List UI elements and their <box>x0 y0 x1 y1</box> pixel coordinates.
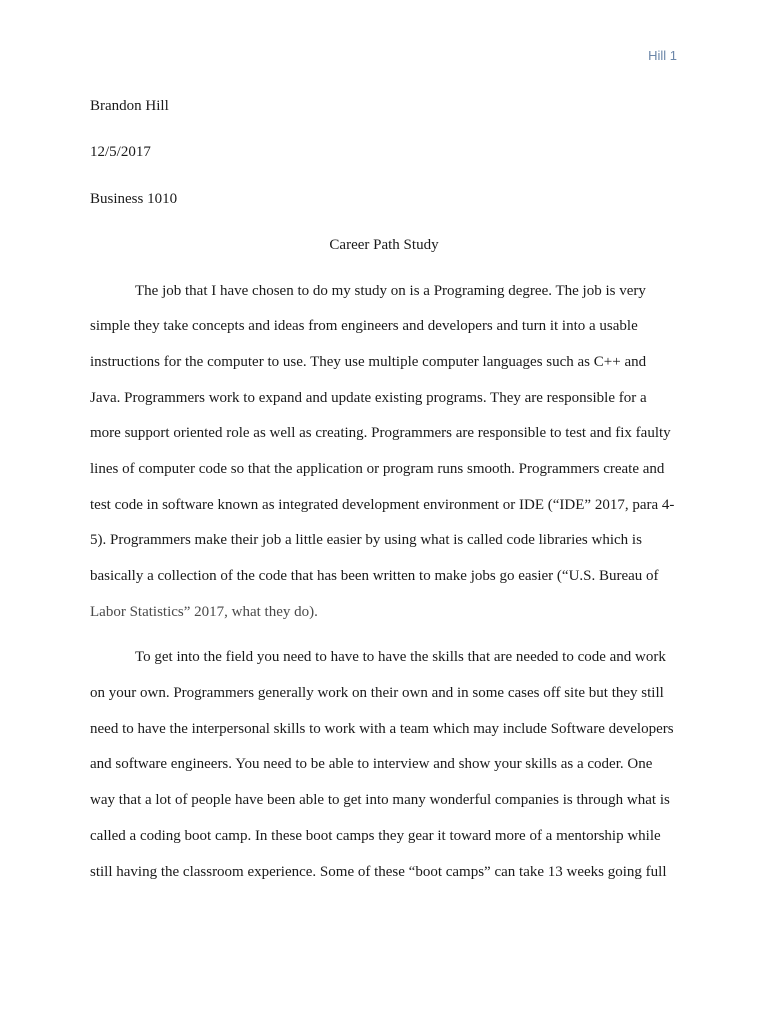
paragraph-line: way that a lot of people have been able to get into many wonderful companies is through what is <box>90 792 670 809</box>
document-body <box>90 89 678 890</box>
paragraph-line: The job that I have chosen to do my study on is a Programing degree. The job is very <box>135 282 646 299</box>
paragraph-line: 5). Programmers make their job a little easier by using what is called code libraries which is <box>90 532 642 549</box>
paragraph-line: still having the classroom experience. Some of these “boot camps” can take 13 weeks going full <box>90 863 667 880</box>
paragraph-2 <box>90 640 678 890</box>
document-date: 12/5/2017 <box>90 144 151 161</box>
paragraph-line: lines of computer code so that the application or program runs smooth. Programmers create and <box>90 460 665 477</box>
paragraph-line: need to have the interpersonal skills to work with a team which may include Software developers <box>90 720 674 737</box>
paragraph-1 <box>90 274 678 631</box>
paragraph-line: To get into the field you need to have to have the skills that are needed to code and work <box>135 649 666 666</box>
paragraph-line: test code in software known as integrated development environment or IDE (“IDE” 2017, para 4- <box>90 496 675 513</box>
running-head: Hill 1 <box>648 48 677 63</box>
paragraph-line: simple they take concepts and ideas from engineers and developers and turn it into a usable <box>90 318 638 335</box>
paragraph-line: called a coding boot camp. In these boot camps they gear it toward more of a mentorship while <box>90 827 661 844</box>
paragraph-line: basically a collection of the code that has been written to make jobs go easier (“U.S. Bureau of <box>90 568 659 585</box>
paragraph-line: more support oriented role as well as creating. Programmers are responsible to test and fix faulty <box>90 425 671 442</box>
paragraph-line: and software engineers. You need to be able to interview and show your skills as a coder. One <box>90 756 653 773</box>
paragraph-line: Java. Programmers work to expand and update existing programs. They are responsible for a <box>90 389 647 406</box>
course-name: Business 1010 <box>90 190 178 207</box>
document-title: Career Path Study <box>329 236 439 253</box>
paragraph-line: on your own. Programmers generally work on their own and in some cases off site but they still <box>90 685 664 702</box>
paragraph-line: instructions for the computer to use. They use multiple computer languages such as C++ and <box>90 353 647 370</box>
author-name: Brandon Hill <box>90 98 169 114</box>
paragraph-line: Labor Statistics” 2017, what they do). <box>90 603 318 620</box>
